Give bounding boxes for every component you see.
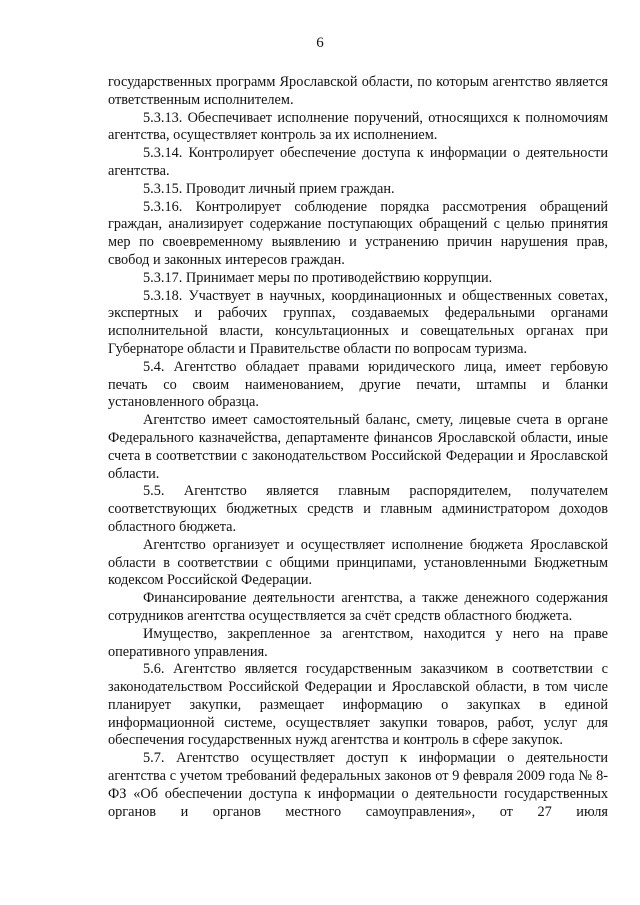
paragraph: 5.7. Агентство осуществляет доступ к информации о деятельности агентства с учетом требований федеральных законов от 9 февраля 2009 года № 8-ФЗ «Об обеспечении доступа к информации о деятельности государственных органов и органов местного самоуправления», от 27 июля — [108, 750, 608, 820]
paragraph: 5.5. Агентство является главным распорядителем, получателем соответствующих бюджетных средств и главным администратором доходов областного бюджета. — [108, 483, 608, 535]
paragraph: Имущество, закрепленное за агентством, находится у него на праве оперативного управления. — [108, 625, 608, 660]
paragraph: 5.3.15. Проводит личный прием граждан. — [143, 180, 395, 197]
paragraph: 5.3.14. Контролирует обеспечение доступа к информации о деятельности агентства. — [108, 145, 608, 179]
document-body — [108, 74, 608, 821]
paragraph: 5.4. Агентство обладает правами юридического лица, имеет гербовую печать со своим наименованием, другие печати, штампы и бланки установленного образца. — [108, 358, 608, 411]
paragraph: Агентство организует и осуществляет исполнение бюджета Ярославской области в соответствии с общими принципами, установленными Бюджетным кодексом Российской Федерации. — [108, 536, 608, 589]
paragraph: Агентство имеет самостоятельный баланс, смету, лицевые счета в органе Федерального казначейства, департаменте финансов Ярославской области, иные счета в соответствии с законодательством Российской Федерации и Ярославской области. — [108, 412, 608, 482]
paragraph: 5.6. Агентство является государственным заказчиком в соответствии с законодательством Российской Федерации и Ярославской области, в том числе планирует закупки, размещает информацию о закупках в единой информационной системе, осуществляет закупки товаров, работ, услуг для обеспечения государственных нужд агентства и контроль в сфере закупок. — [108, 661, 608, 749]
page-number: 6 — [316, 35, 324, 51]
paragraph: 5.3.16. Контролирует соблюдение порядка рассмотрения обращений граждан, анализирует содержание поступающих обращений с целью принятия мер по своевременному выявлению и устранению причин нарушения прав, свобод и законных интересов граждан. — [108, 198, 608, 268]
paragraph: 5.3.18. Участвует в научных, координационных и общественных советах, экспертных и рабочих группах, создаваемых федеральными органами исполнительной власти, консультационных и совещательных органах при Губернаторе области и Правительстве области по вопросам туризма. — [108, 287, 608, 357]
paragraph: государственных программ Ярославской области, по которым агентство является ответственным исполнителем. — [108, 74, 608, 108]
paragraph: 5.3.17. Принимает меры по противодействию коррупции. — [143, 269, 493, 286]
paragraph: 5.3.13. Обеспечивает исполнение поручений, относящихся к полномочиям агентства, осуществляет контроль за их исполнением. — [108, 109, 608, 144]
paragraph: Финансирование деятельности агентства, а также денежного содержания сотрудников агентства осуществляется за счёт средств областного бюджета. — [108, 590, 608, 624]
